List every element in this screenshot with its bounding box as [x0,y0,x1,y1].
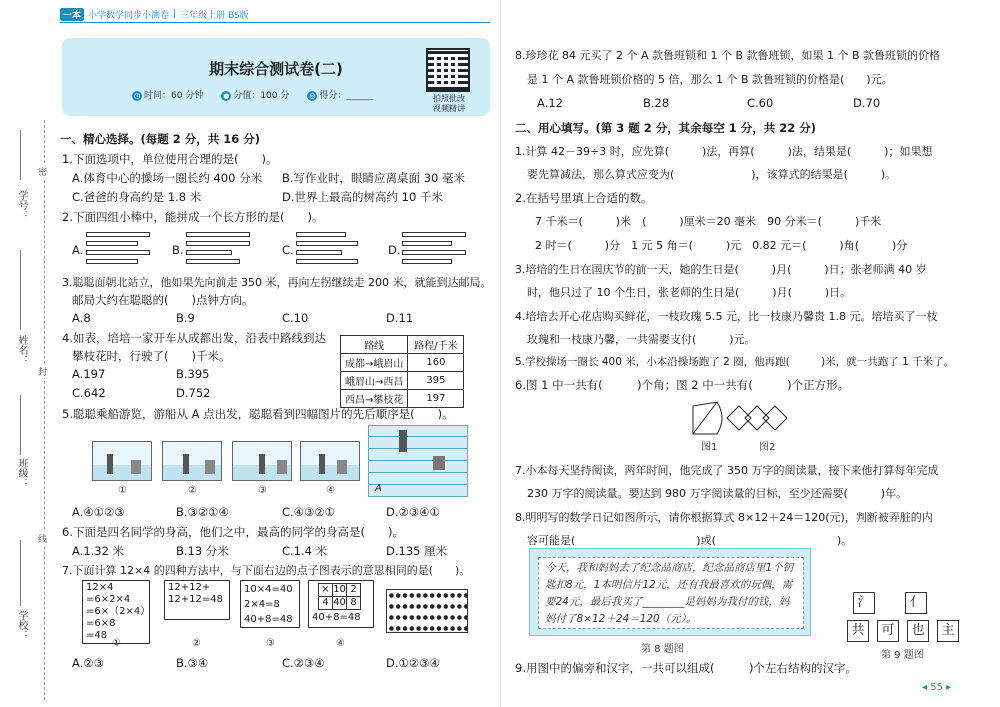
q3-text-2: 邮局大约在聪聪的( )点钟方向。 [72,293,254,307]
stick [186,241,250,246]
method-3-box: 10×4=40 2×4=8 40+8=48 [240,580,300,628]
f4-text-2: 玫瑰和一枝康乃馨，一共需要支付( )元。 [527,333,756,346]
q8-option-d[interactable]: D.70 [853,96,881,110]
f9-text: 9.用图中的偏旁和汉字，一共可以组成( )个左右结构的汉字。 [515,661,857,675]
method-caption: ① [112,638,121,649]
method-1-box: 12×4 =6×2×4 =6×（2×4） =6×8 =48 [82,580,150,644]
page-number: ◂ 55 ▸ [922,682,952,693]
class-fill-line[interactable] [20,395,21,455]
book-title: 小学数学同步小测卷 [88,10,170,21]
right-page [500,0,1000,707]
diary-text: 今天，我和妈妈去了纪念品商店，纪念品商店里1个钥匙扣8元，1本明信片12元，还有我最喜欢的玩偶，需要24元，最后我买了________是妈妈为我付的钱，妈妈付了8×12＋24＝120（元）。 [538,557,804,629]
stick [402,250,466,255]
stick [296,250,342,255]
lake-map [368,425,468,497]
stick [402,259,452,264]
stick [296,259,358,264]
label-number: 学号： [16,190,27,220]
q7-text: 7.下面计算 12×4 的四种方法中，与下面右边的点子图表示的意思相同的是( )。 [62,564,471,577]
boat-view-picture-2 [162,441,222,481]
q1-text: 1.下面选项中，单位使用合理的是( )。 [62,152,278,166]
f6-text: 6.图 1 中一共有( )个角；图 2 中一共有( )个正方形。 [515,378,850,392]
q1-option-c[interactable]: C.爸爸的身高约是 1.8 米 [72,190,202,204]
f3-text: 3.培培的生日在国庆节的前一天，她的生日是( )月( )日；张老师满 40 岁 [515,263,927,276]
q5-option-b[interactable]: B.③②①④ [176,505,229,519]
method-4-box: × 10 2 4 40 8 40+8=48 [308,580,374,628]
f2-text: 2.在括号里填上合适的数。 [515,191,653,205]
q3-text: 3.聪聪面朝北站立，他如果先向前走 350 米，再向左拐继续走 200 米，就能到达邮局。 [62,276,492,289]
boat-view-picture-3 [232,441,292,481]
q7-option-b[interactable]: B.③④ [176,656,209,670]
stick [186,232,250,237]
route-cell: 峨眉山→西昌 [341,372,408,390]
method-caption: ② [192,638,201,649]
q7-option-c[interactable]: C.②③④ [282,656,325,670]
distance-cell: 395 [408,372,464,390]
stick [86,259,138,264]
character-box: 也 [907,620,929,642]
stick [86,241,138,246]
seal-mark-3: 线 [38,532,47,545]
math-diary-figure [529,548,811,636]
method-2-box: 12+12+ 12+12=48 [164,580,230,620]
q4-text: 4.如表，培培一家开车从成都出发，沿表中路线到达 [62,331,326,345]
q7-option-a[interactable]: A.②③ [72,656,104,670]
f8-text: 8.明明写的数学日记如图所示，请你根据算式 8×12＋24＝120(元)，判断被弄脏的内 [515,511,933,524]
q2-option-c[interactable]: C. [282,243,294,257]
stick [402,232,466,237]
method-caption: ④ [336,638,345,649]
q2-option-d[interactable]: D. [388,243,401,257]
q3-option-b[interactable]: B.9 [176,311,195,325]
f7-text-2: 230 万字的阅读量。要达到 980 万字阅读量的目标，至少还需要( )年。 [527,487,908,500]
f4-text: 4.培培去开心花店购买鲜花，一枝玫瑰 5.5 元，比一枝康乃馨贵 1.8 元。培培买了一枝 [515,310,938,323]
q5-option-a[interactable]: A.④①②③ [72,505,125,519]
route-table [340,335,464,408]
q4-option-d[interactable]: D.752 [176,386,211,400]
figure-8-caption: 第 8 题图 [641,644,684,655]
page-title: 期末综合测试卷(二) [209,60,343,78]
target-icon: ◎ [309,91,316,100]
figure-1-shape [693,402,722,434]
q3-option-d[interactable]: D.11 [386,311,414,325]
f1-text-2: 要先算减法，那么算式应变为( )，该算式的结果是( )。 [527,168,897,181]
q6-option-d[interactable]: D.135 厘米 [386,544,448,558]
seal-mark-2: 封 [38,365,47,378]
f2-line-2: 2 时＝( )分 1 元 5 角＝( )元 0.82 元＝( )角( )分 [535,239,908,252]
method-caption: ③ [266,638,275,649]
radical-box: 氵 [853,592,875,614]
character-box: 主 [937,620,959,642]
boat-view-picture-4 [300,441,360,481]
multiplication-grid: × 10 2 4 40 8 [318,583,361,610]
q2-option-a[interactable]: A. [72,243,84,257]
q8-option-c[interactable]: C.60 [747,96,774,110]
f8-text-2: 容可能是( )或( )。 [527,534,853,547]
character-box: 可 [877,620,899,642]
label-class: 班级： [16,458,27,488]
start-point-label: A [375,483,382,494]
q6-option-c[interactable]: C.1.4 米 [282,544,328,558]
q5-text: 5.聪聪乘船游览，游船从 A 点出发，聪聪看到四幅图片的先后顺序是( )。 [62,407,454,421]
picture-caption: ④ [326,485,335,496]
picture-caption: ② [188,485,197,496]
q1-option-d[interactable]: D.世界上最高的树高约 10 千米 [282,190,443,204]
f5-text: 5.学校操场一圈长 400 米，小本沿操场跑了 2 圈，他再跑( )米，就一共跑了 1 千米了。 [515,356,955,368]
q3-option-c[interactable]: C.10 [282,311,309,325]
person-icon: ● [223,91,230,100]
qr-caption: 拍照批改 视频精讲 [433,94,465,113]
figure-1-caption: 图1 [701,442,718,453]
boat-view-picture-1 [92,441,152,481]
q1-option-b[interactable]: B.写作业时，眼睛应离桌面 30 毫米 [282,171,465,185]
figure-2-shape [727,406,787,430]
figure-2-caption: 图2 [759,442,776,453]
figure-9-caption: 第 9 题图 [881,650,924,661]
stick [186,250,232,255]
exam-info [132,88,373,101]
q6-option-b[interactable]: B.13 分米 [176,544,229,558]
stick [86,232,150,237]
distance-cell: 160 [408,354,464,372]
q8-text: 8.珍珍花 84 元买了 2 个 A 款鲁班锁和 1 个 B 款鲁班锁，如果 1 个 B 款鲁班锁的价格 [515,49,941,62]
section-2-title: 二、用心填写。(第 3 题 2 分，其余每空 1 分，共 22 分) [515,121,817,135]
radical-box: 亻 [905,592,927,614]
table-header-cell: 路程/千米 [408,336,464,354]
f7-text: 7.小本每天坚持阅读，两年时间，他完成了 350 万字的阅读量，接下来他打算每年完成 [515,464,939,477]
qr-code-icon[interactable] [426,48,470,92]
q6-option-a[interactable]: A.1.32 米 [72,544,125,558]
brand-tag: 一本 [60,8,84,21]
name-fill-line[interactable] [20,250,21,330]
q4-option-c[interactable]: C.642 [72,386,106,400]
stick [296,241,358,246]
q7-option-d[interactable]: D.①②③④ [386,656,440,670]
stick [86,250,150,255]
school-fill-line[interactable] [20,540,21,606]
q5-option-d[interactable]: D.②③④① [386,505,440,519]
q4-text-2: 攀枝花时，行驶了( )千米。 [72,349,231,363]
q6-text: 6.下面是四名同学的身高，他们之中，最高的同学的身高是( )。 [62,525,404,539]
q1-option-a[interactable]: A.体育中心的操场一圈长约 400 分米 [72,171,263,185]
grade-label: 三年级上册 BS版 [180,10,249,21]
q4-option-b[interactable]: B.395 [176,367,210,381]
got-info: ◎ 得分：______ [309,91,374,101]
q8-option-b[interactable]: B.28 [643,96,670,110]
picture-caption: ③ [258,485,267,496]
table-header-row [341,336,464,354]
stick [296,232,346,237]
score-info: ● 分值：100 分 [223,91,290,101]
q2-option-b[interactable]: B. [172,243,184,257]
character-box: 共 [847,620,869,642]
number-fill-line[interactable] [20,130,21,180]
f3-text-2: 时，他只过了 10 个生日，张老师的生日是( )月( )日。 [527,286,852,299]
clock-icon: ◷ [133,91,141,100]
table-row [341,372,464,390]
stick [402,241,452,246]
q5-option-c[interactable]: C.④③②① [282,505,335,519]
f1-text: 1.计算 42－39÷3 时，应先算( )法，再算( )法，结果是( )；如果想 [515,145,933,158]
time-info: ◷ 时间：60 分钟 [133,91,204,101]
running-header: 一本 小学数学同步小测卷 | 三年级上册 BS版 [60,6,249,22]
label-school: 学校： [16,610,27,640]
cut-line [44,120,45,700]
section-1-title: 一、精心选择。(每题 2 分，共 16 分) [60,132,261,146]
seal-mark-1: 密 [38,165,47,178]
route-cell: 成都→峨眉山 [341,354,408,372]
distance-cell: 197 [408,390,464,408]
q4-option-a[interactable]: A.197 [72,367,106,381]
header-rule [60,22,490,23]
stick [186,259,240,264]
dot-array-figure [386,589,468,633]
table-row [341,354,464,372]
table-header-cell: 路线 [341,336,408,354]
f2-line-1: 7 千米＝( )米 ( )厘米＝20 毫米 90 分米＝( )千米 [535,215,882,228]
label-name: 姓名： [16,335,27,365]
picture-caption: ① [118,485,127,496]
table-row [341,390,464,408]
q8-text-2: 是 1 个 A 款鲁班锁价格的 5 倍，那么 1 个 B 款鲁班锁的价格是( )元。 [527,73,893,86]
route-cell: 西昌→攀枝花 [341,390,408,408]
q2-text: 2.下面四组小棒中，能拼成一个长方形的是( )。 [62,210,324,224]
q3-option-a[interactable]: A.8 [72,311,91,325]
binding-margin [0,120,52,700]
q8-option-a[interactable]: A.12 [537,96,563,110]
